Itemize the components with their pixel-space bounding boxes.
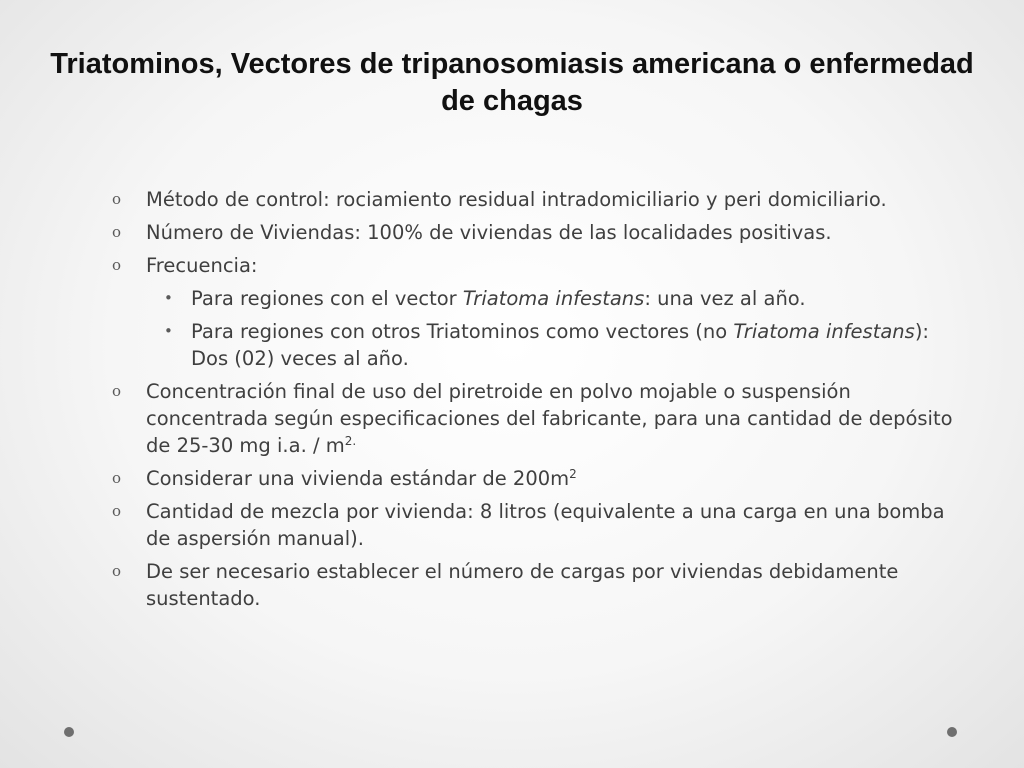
circle-bullet-icon: o	[112, 190, 122, 208]
circle-bullet-icon: o	[112, 469, 122, 487]
bullet-text: Número de Viviendas: 100% de viviendas de las localidades positivas.	[146, 221, 832, 244]
sub-bullet-text: Para regiones con el vector	[191, 287, 463, 310]
corner-dot-right-icon	[947, 727, 957, 737]
bullet-text: Cantidad de mezcla por vivienda: 8 litros (equivalente a una carga en una bomba de aspersión manual).	[146, 500, 945, 550]
superscript: 2	[569, 467, 577, 481]
bullet-list	[112, 186, 962, 618]
bullet-cantidad-mezcla	[112, 498, 962, 552]
circle-bullet-icon: o	[112, 502, 122, 520]
circle-bullet-icon: o	[112, 382, 122, 400]
sub-bullet-text: : una vez al año.	[644, 287, 806, 310]
bullet-numero-viviendas	[112, 219, 962, 246]
bullet-text: Método de control: rociamiento residual intradomiciliario y peri domiciliario.	[146, 188, 887, 211]
bullet-metodo-control	[112, 186, 962, 213]
bullet-vivienda-estandar	[112, 465, 962, 492]
bullet-concentracion	[112, 378, 962, 459]
bullet-text: De ser necesario establecer el número de cargas por viviendas debidamente sustentado.	[146, 560, 899, 610]
bullet-text: Frecuencia:	[146, 254, 258, 277]
sub-bullet-text: Para regiones con otros Triatominos como vectores (no	[191, 320, 734, 343]
bullet-frecuencia	[112, 252, 962, 279]
bullet-numero-cargas	[112, 558, 962, 612]
sub-bullet-otros-triatominos	[112, 318, 962, 372]
sub-bullet-triatoma-infestans	[112, 285, 962, 312]
circle-bullet-icon: o	[112, 562, 122, 580]
bullet-text: Concentración final de uso del piretroide en polvo mojable o suspensión concentrada según especificaciones del fabricante, para una cantidad de depósito de 25-30 mg i.a. / m	[146, 380, 953, 457]
species-name: Triatoma infestans	[462, 287, 645, 310]
sub-bullet-text: ): Dos (02) veces al año.	[191, 320, 930, 370]
dot-bullet-icon: •	[164, 322, 173, 340]
circle-bullet-icon: o	[112, 223, 122, 241]
species-name: Triatoma infestans	[733, 320, 915, 343]
slide-title: Triatominos, Vectores de tripanosomiasis americana o enfermedad de chagas	[50, 48, 974, 117]
circle-bullet-icon: o	[112, 256, 122, 274]
bullet-text: Considerar una vivienda estándar de 200m	[146, 467, 570, 490]
superscript: 2.	[344, 434, 357, 448]
dot-bullet-icon: •	[164, 289, 173, 307]
corner-dot-left-icon	[64, 727, 74, 737]
